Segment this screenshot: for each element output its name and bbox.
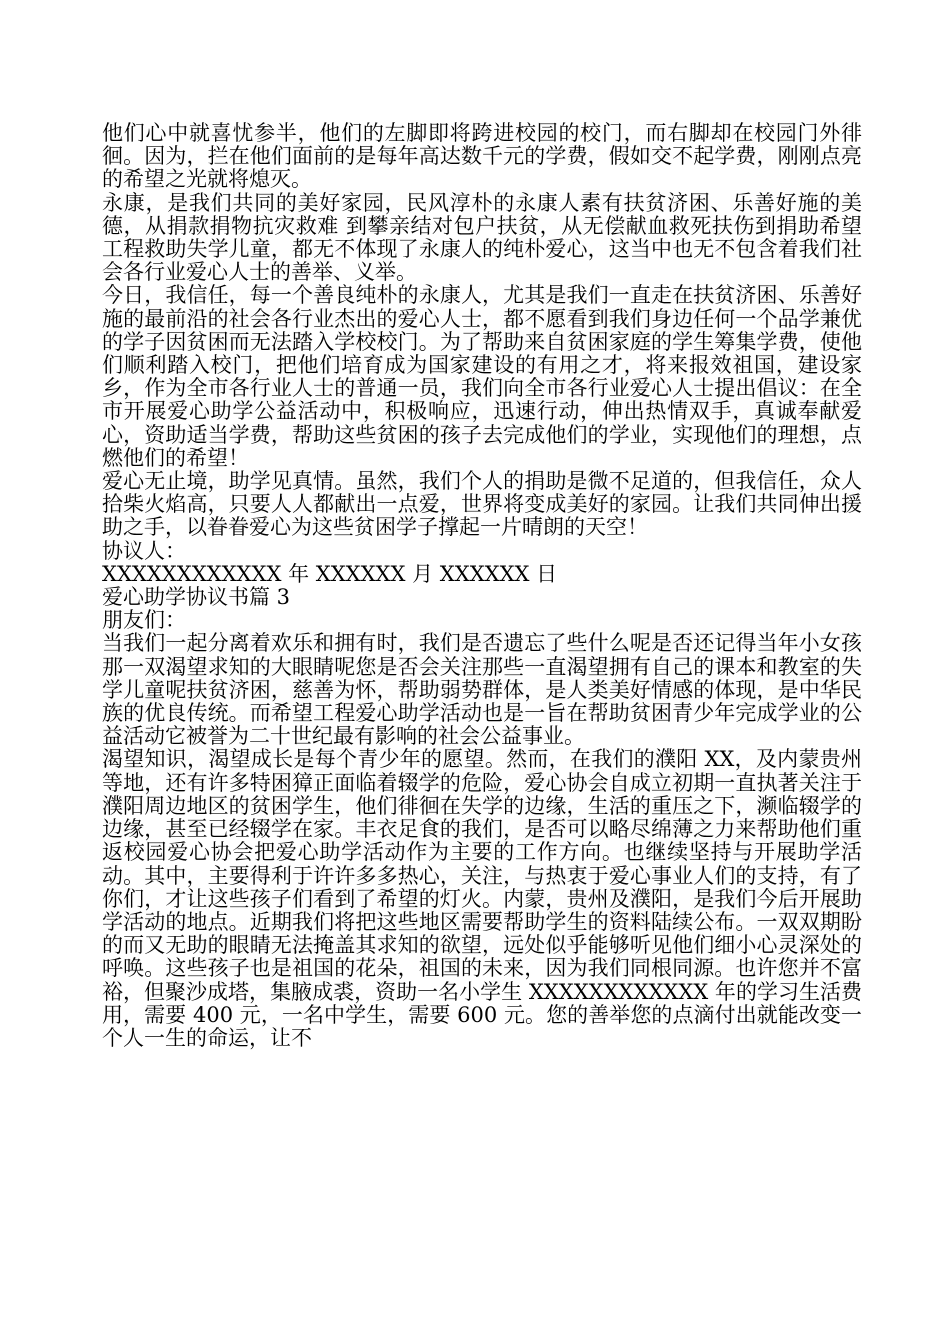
date-line: XXXXXXXXXXXX 年 XXXXXX 月 XXXXXX 日 bbox=[102, 561, 558, 586]
paragraph: 他们心中就喜忧参半，他们的左脚即将跨进校园的校门，而右脚却在校园门外徘徊。因为，拦在他们面前的是每年高达数千元的学费，假如交不起学费，刚刚点亮的希望之光就将熄灭。 bbox=[102, 121, 862, 192]
paragraph: 永康，是我们共同的美好家园，民风淳朴的永康人素有扶贫济困、乐善好施的美德，从捐款捐物抗灾救难 到攀亲结对包户扶贫，从无偿献血救死扶伤到捐助希望工程救助失学儿童，都无不体现了永康人的纯朴爱心，这当中也无不包含着我们社会各行业爱心人士的善举、义举。 bbox=[102, 190, 862, 285]
paragraph: 渴望知识，渴望成长是每个青少年的愿望。然而，在我们的濮阳 XX，及内蒙贵州等地，还有许多特困獐正面临着辍学的危险，爱心协会自成立初期一直执著关注于濮阳周边地区的贫困学生，他们徘徊在失学的边缘，生活的重压之下，濒临辍学的边缘，甚至已经辍学在家。丰衣足食的我们，是否可以略尽绵薄之力来帮助他们重返校园爱心协会把爱心助学活动作为主要的工作方向。也继续坚持与开展助学活动。其中，主要得利于许许多多热心，关注，与热衷于爱心事业人们的支持，有了你们，才让这些孩子们看到了希望的灯火。内蒙，贵州及濮阳，是我们今后开展助学活动的地点。近期我们将把这些地区需要帮助学生的资料陆续公布。一双双期盼的而又无助的眼睛无法掩盖其求知的欲望，远处似乎能够听见他们细小心灵深处的呼唤。这些孩子也是祖国的花朵，祖国的未来，因为我们同根同源。也许您并不富裕，但聚沙成塔，集腋成裘，资助一名小学生 XXXXXXXXXXXX 年的学习生活费用，需要 400 元，一名中学生，需要 600 元。您的善举您的点滴付出就能改变一个人一生的命运，让不 bbox=[102, 747, 862, 1050]
paragraph: 当我们一起分离着欢乐和拥有时，我们是否遗忘了些什么呢是否还记得当年小女孩那一双渴望求知的大眼睛呢您是否会关注那些一直渴望拥有自己的课本和教室的失学儿童呢扶贫济困，慈善为怀，帮助弱势群体，是人类美好情感的体现，是中华民族的优良传统。而希望工程爱心助学活动也是一旨在帮助贫困青少年完成学业的公益活动它被誉为二十世纪最有影响的社会公益事业。 bbox=[102, 631, 862, 749]
document-body bbox=[102, 122, 862, 1050]
salutation: 朋友们： bbox=[102, 608, 186, 633]
section-title: 爱心助学协议书篇 3 bbox=[102, 585, 291, 610]
signatory-label: 协议人： bbox=[102, 538, 186, 563]
paragraph: 爱心无止境，助学见真情。虽然，我们个人的捐助是微不足道的，但我信任，众人拾柴火焰高，只要人人都献出一点爱，世界将变成美好的家园。让我们共同伸出援助之手，以眷眷爱心为这些贫困学子撑起一片晴朗的天空！ bbox=[102, 469, 862, 540]
paragraph: 今日，我信任，每一个善良纯朴的永康人，尤其是我们一直走在扶贫济困、乐善好施的最前沿的社会各行业杰出的爱心人士，都不愿看到我们身边任何一个品学兼优的学子因贫困而无法踏入学校校门。为了帮助来自贫困家庭的学生筹集学费，使他们顺利踏入校门，把他们培育成为国家建设的有用之才，将来报效祖国，建设家乡，作为全市各行业人士的普通一员，我们向全市各行业爱心人士提出倡议：在全市开展爱心助学公益活动中，积极响应，迅速行动，伸出热情双手，真诚奉献爱心，资助适当学费，帮助这些贫困的孩子去完成他们的学业，实现他们的理想，点燃他们的希望！ bbox=[102, 283, 862, 470]
